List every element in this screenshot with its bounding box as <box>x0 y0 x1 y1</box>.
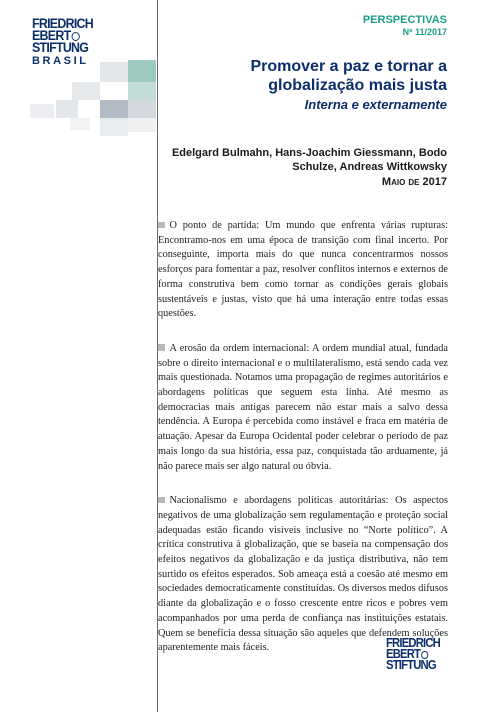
footer-logo-line-3: STIFTUNG <box>386 658 436 672</box>
square-bullet-icon <box>158 222 165 229</box>
fes-footer-logo <box>386 638 456 671</box>
paragraph: A erosão da ordem internacional: A ordem mundial atual, fundada sobre o direito internacional e o multilateralismo, está sendo cada vez mais questionada. Notamos uma propagação de regimes autoritários e abordagens políticas que seguem esta linha. Até mesmo as democracias mais antigas parecem não estar mais a salvo dessa tendência. A Europa é percebida como instável e fraca em matéria de atuação. Apesar da Europa Ocidental poder celebrar o período de paz mais longo da sua história, essa paz, conquistada tão arduamente, já não parece mais ser algo natural ou óbvia. <box>158 342 448 472</box>
footer-logo-line-2: EBERT <box>386 649 449 660</box>
series-number: Nº 11/2017 <box>402 27 447 37</box>
document-subtitle: Interna e externamente <box>304 97 447 112</box>
logo-line-4: BRASIL <box>32 55 89 67</box>
square-bullet-icon <box>158 497 165 504</box>
paragraph: Nacionalismo e abordagens políticas autoritárias: Os aspectos negativos de uma globalização sem regulamentação e proteção social adequadas estão ficando visíveis inclusive no “Norte político”. A crítica construtiva à globalização, que se baseia na compensação dos efeitos negativos da globalização e da justiça distributiva, não tem surtido os efeitos esperados. Sob ameaça está a coesão até mesmo em sociedades democraticamente constituídas. Os diversos medos difusos diante da globalização e o fosso crescente entre ricos e pobres vem acompanhados por uma perda de confiança nas instituições estatais. Quem se beneficia dessa situação são aqueles que defendem soluções aparentemente mais fáceis. <box>158 495 448 654</box>
paragraph: O ponto de partida: Um mundo que enfrenta várias rupturas: Encontramo-nos em uma época de transição com final incerto. Por conseguinte, importa mais do que nunca concentrarmos nossos esforços para fomentar a paz, resolver conflitos internos e externos de forma construtiva bem como tornar as condições gerais globais sustentáveis e justas, visto que há uma interação entre todas essas questões. <box>158 220 448 320</box>
publication-date: Maio de 2017 <box>381 176 447 188</box>
series-header <box>363 14 447 38</box>
square-bullet-icon <box>158 344 165 351</box>
body-text <box>158 219 448 676</box>
logo-line-3: STIFTUNG <box>32 40 89 55</box>
logo-line-1: FRIEDRICH <box>32 16 94 31</box>
series-name: PERSPECTIVAS <box>362 14 447 26</box>
footer-logo-line-1: FRIEDRICH <box>386 636 440 650</box>
logo-line-2: EBERT <box>32 30 120 42</box>
authors: Edelgard Bulmahn, Hans-Joachim Giessmann, Bodo Schulze, Andreas Wittkowsky <box>171 147 447 173</box>
fes-brasil-logo <box>32 18 128 67</box>
document-title: Promover a paz e tornar a globalização mais justa <box>250 58 447 94</box>
